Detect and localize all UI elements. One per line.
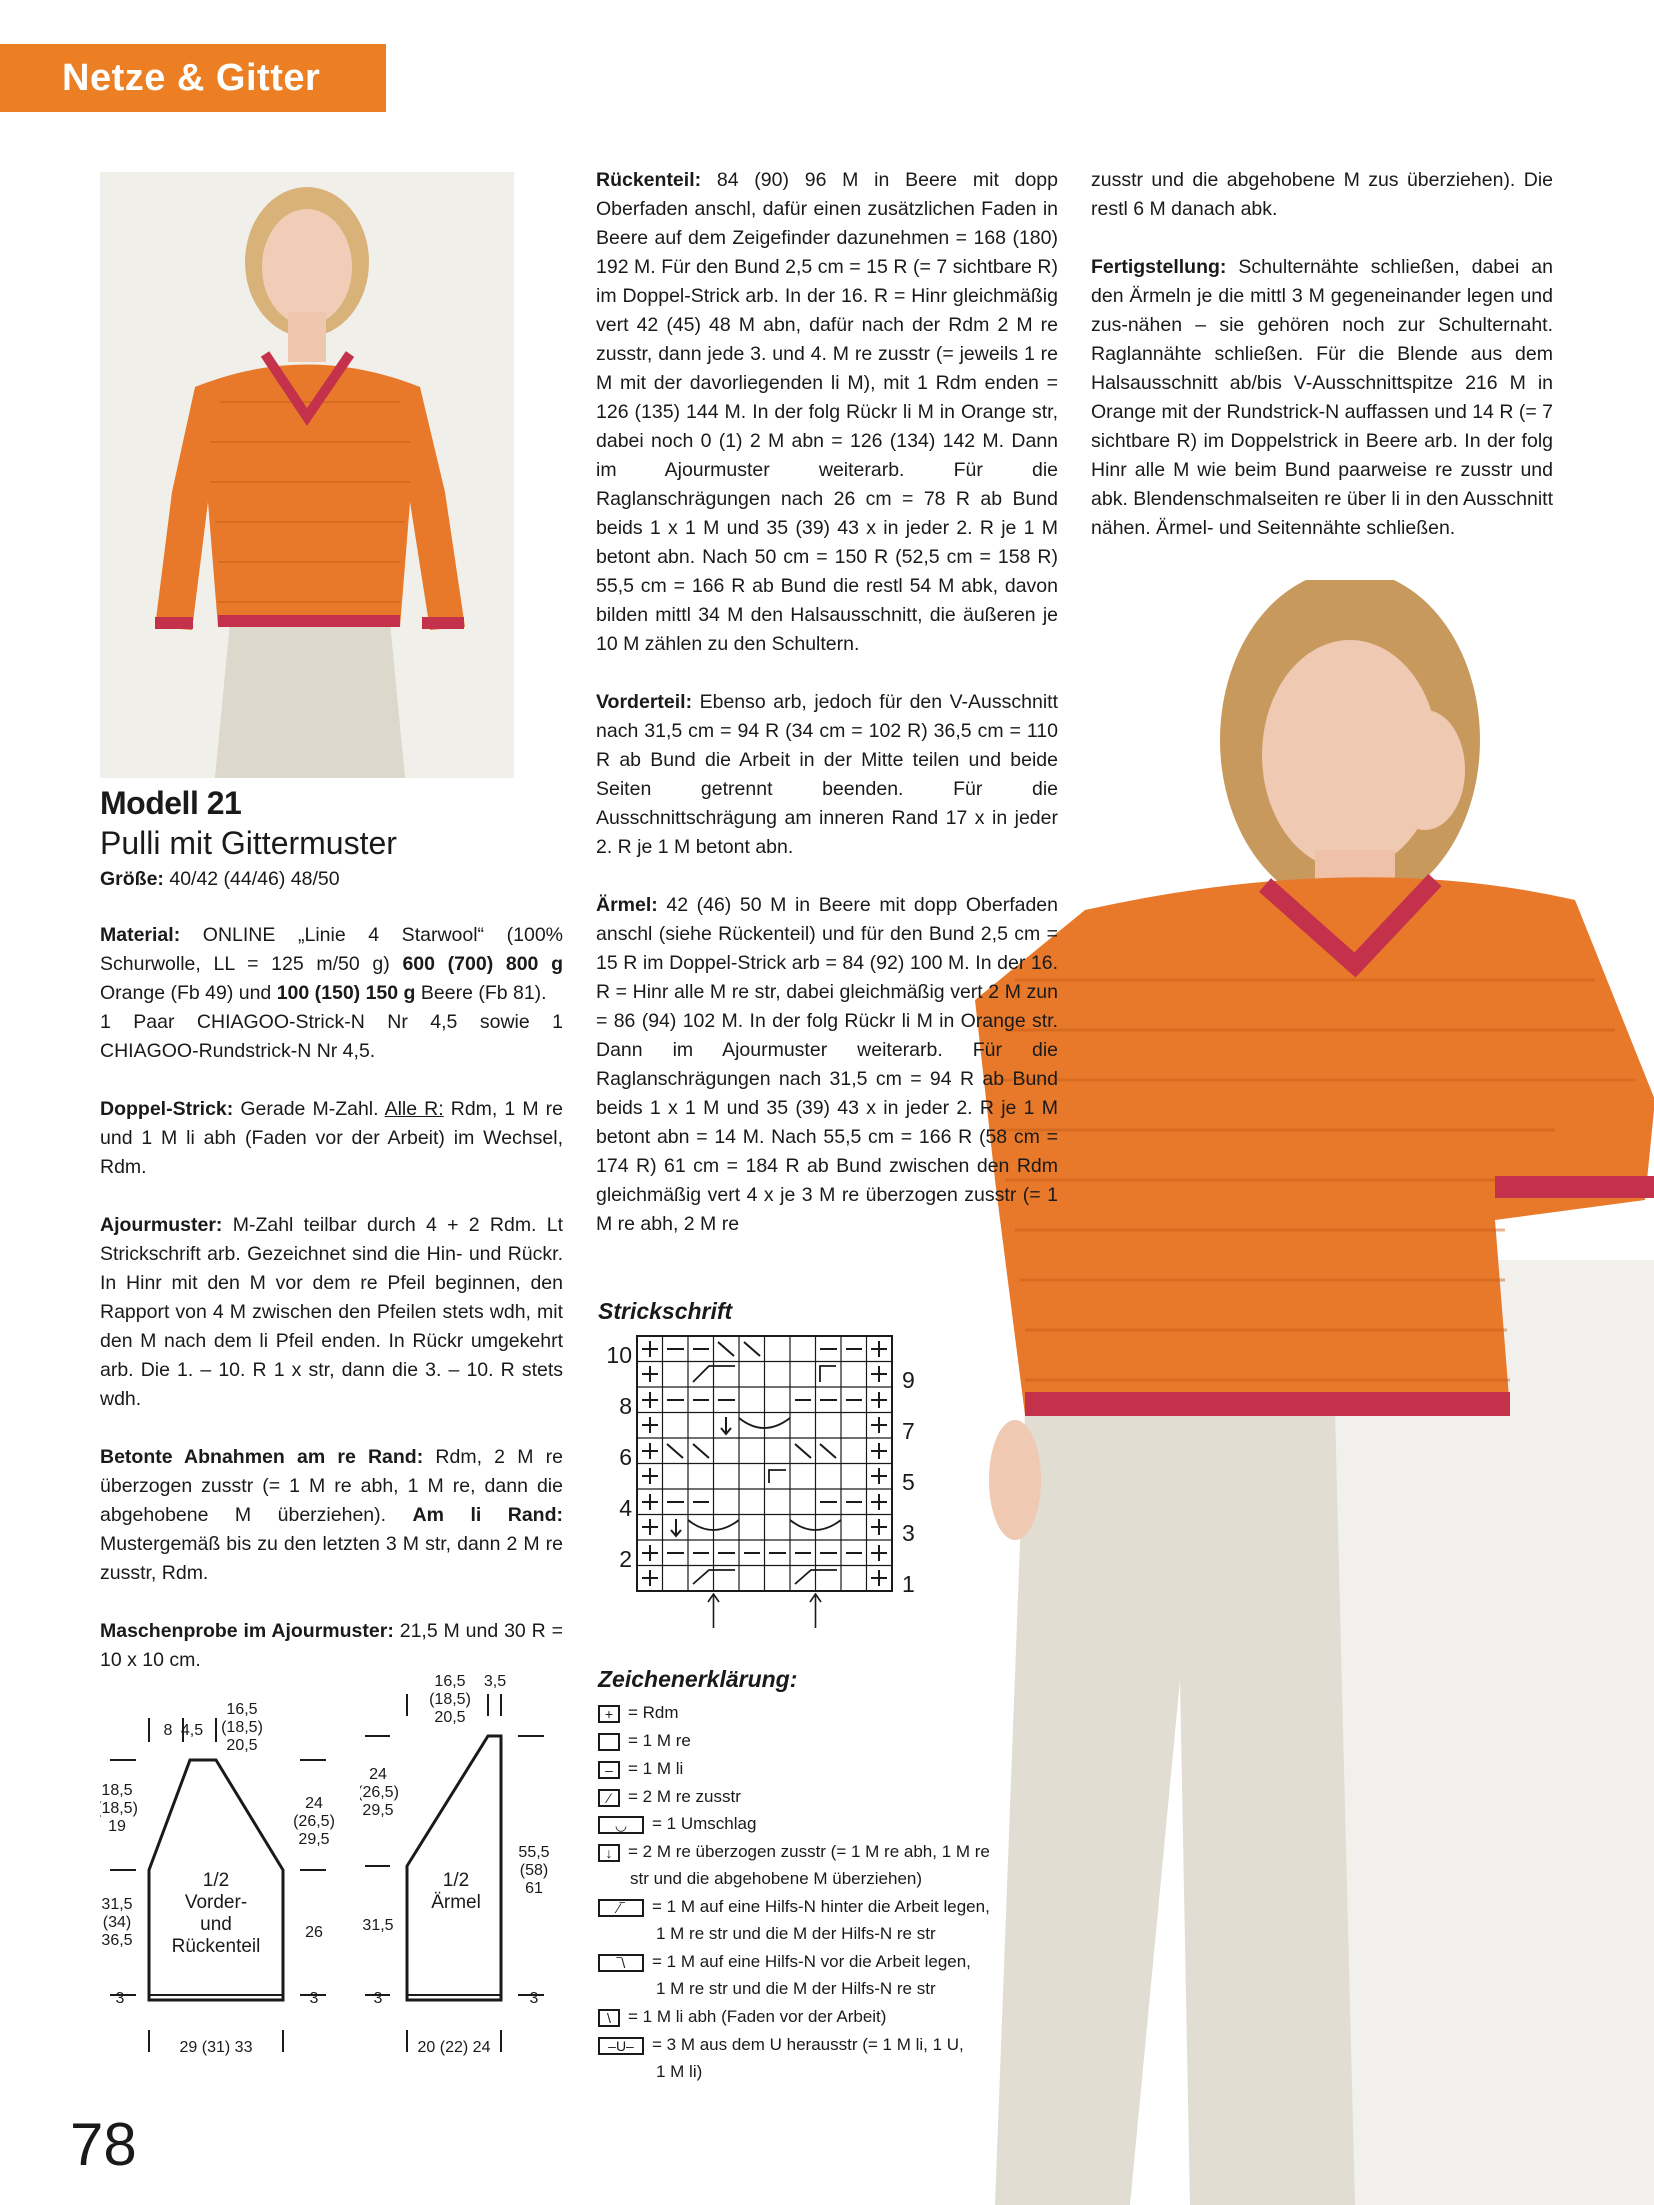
sleeve-label1: 1/2 bbox=[442, 1870, 470, 1891]
three-from-yo-icon: –U– bbox=[598, 2037, 644, 2055]
model-subtitle: Pulli mit Gittermuster bbox=[100, 825, 397, 861]
row-label-7: 7 bbox=[902, 1418, 915, 1444]
body-left1a: 18,5 bbox=[101, 1782, 133, 1799]
material-text: ONLINE „Linie 4 Starwool“ (100% Schurwolle, LL = 125 m/50 g) bbox=[100, 924, 563, 975]
body-rib-right: 3 bbox=[309, 1990, 319, 2007]
aermel-label: Ärmel: bbox=[596, 894, 658, 916]
row-label-6: 6 bbox=[619, 1444, 632, 1470]
body-right1a: 24 bbox=[305, 1795, 323, 1812]
cont-text: zusstr und die abgehobene M zus überziehen). Die restl 6 M danach abk. bbox=[1091, 169, 1553, 220]
doppel-text2: Rdm, 1 M re und 1 M li abh (Faden vor der Arbeit) im Wechsel, Rdm. bbox=[100, 1098, 563, 1178]
schematic-sleeve bbox=[360, 1666, 570, 2060]
doppel-paragraph bbox=[100, 1095, 563, 1182]
body-right1b: (26,5) bbox=[293, 1813, 335, 1830]
body-right2: 26 bbox=[305, 1924, 323, 1941]
sleeve-rib-right: 3 bbox=[529, 1990, 539, 2007]
fertig-paragraph bbox=[1091, 253, 1553, 543]
fertig-label: Fertigstellung: bbox=[1091, 256, 1227, 278]
sleeve-left1c: 29,5 bbox=[362, 1802, 394, 1819]
material-amount-orange: 600 (700) 800 g bbox=[402, 953, 563, 975]
body-left2a: 31,5 bbox=[101, 1896, 133, 1913]
material-paragraph bbox=[100, 921, 563, 1066]
knitting-chart bbox=[596, 1330, 936, 1630]
legend-row-rdm: + = Rdm bbox=[598, 1703, 679, 1723]
size-line bbox=[100, 868, 340, 891]
legend-row-skp: ↓ = 2 M re überzogen zusstr (= 1 M re abh, 1 M re bbox=[598, 1842, 990, 1862]
row-label-4: 4 bbox=[619, 1495, 632, 1521]
model-photo-small bbox=[100, 172, 514, 778]
material-text4: 1 Paar CHIAGOO-Strick-N Nr 4,5 sowie 1 CHIAGOO-Rundstrick-N Nr 4,5. bbox=[100, 1011, 563, 1062]
row-label-1: 1 bbox=[902, 1571, 915, 1597]
probe-label: Maschenprobe im Ajourmuster: bbox=[100, 1620, 394, 1642]
material-label: Material: bbox=[100, 924, 181, 946]
sleeve-left1a: 24 bbox=[369, 1766, 387, 1783]
chart-right-row-numbers bbox=[902, 1355, 932, 1610]
doppel-underline: Alle R: bbox=[384, 1098, 444, 1120]
edge-stitch-icon: + bbox=[598, 1705, 620, 1723]
vorder-label: Vorderteil: bbox=[596, 691, 693, 713]
chart-grid bbox=[596, 1330, 936, 1630]
body-label4: Rückenteil bbox=[171, 1936, 261, 1957]
body-top-c2: (18,5) bbox=[221, 1719, 263, 1736]
rueck-text: 84 (90) 96 M in Beere mit dopp Oberfaden anschl, dafür einen zusätzlichen Faden in Beere auf dem Zeigefinder dazunehmen = 168 (180) 192 M. Für den Bund 2,5 cm = 15 R (= 7 sichtbare R) im Doppel-Strick arb. In der 16. R = Hinr gleichmäßig vert 42 (45) 48 M abn, dafür nach der Rdm 2 M re zusstr, dann jede 3. und 4. M re zusstr (= jeweils 1 re M mit der davorliegenden li M), mit 1 Rdm enden = 126 (135) 144 M. In der folg Rückr li M in Orange str, dabei noch 0 (1) 2 M abn = 126 (134) 142 M. Dann im Ajourmuster weiterarb. Für die Raglanschrägungen nach 26 cm = 78 R ab Bund beids 1 x 1 M und 35 (39) 43 x in jeder 2. R je 1 M betont abn. Nach 50 cm = 150 R (52,5 cm = 158 R) 55,5 cm = 166 R ab Bund die restl 54 M abk, davon bilden mittl 34 M den Halsausschnitt, die äußeren je 10 M zählen zu den Schultern. bbox=[596, 169, 1058, 655]
sleeve-top1a: 16,5 bbox=[434, 1673, 466, 1690]
ajour-label: Ajourmuster: bbox=[100, 1214, 223, 1236]
sleeve-right1b: (58) bbox=[519, 1862, 549, 1879]
body-top-a: 8 bbox=[163, 1722, 173, 1739]
sleeve-left2: 31,5 bbox=[362, 1917, 394, 1934]
sleeve-left1b: (26,5) bbox=[360, 1784, 399, 1801]
legend-row-3from-u: –U– = 3 M aus dem U herausstr (= 1 M li, 1 U, bbox=[598, 2035, 964, 2055]
row-label-3: 3 bbox=[902, 1520, 915, 1546]
k2tog-icon: ⁄ bbox=[598, 1789, 620, 1807]
sleeve-right1a: 55,5 bbox=[518, 1844, 550, 1861]
row-label-2: 2 bbox=[619, 1546, 632, 1572]
legend-row-3from-u-cont: 1 M li) bbox=[656, 2062, 703, 2081]
doppel-label: Doppel-Strick: bbox=[100, 1098, 234, 1120]
betont-paragraph bbox=[100, 1443, 563, 1588]
ajour-paragraph bbox=[100, 1211, 563, 1414]
sleeve-top1b: (18,5) bbox=[429, 1691, 471, 1708]
size-label: Größe: bbox=[100, 868, 164, 890]
sleeve-top2: 3,5 bbox=[483, 1673, 507, 1690]
legend-row-skp-cont: str und die abgehobene M überziehen) bbox=[630, 1869, 923, 1888]
legend-title: Zeichenerklärung: bbox=[598, 1666, 798, 1692]
legend-row-cable-back-cont: 1 M re str und die M der Hilfs-N re str bbox=[656, 1924, 936, 1943]
right-column-text bbox=[1091, 166, 1553, 572]
body-left2b: (34) bbox=[102, 1914, 132, 1931]
legend-row-slip: \ = 1 M li abh (Faden vor der Arbeit) bbox=[598, 2007, 886, 2027]
legend-row-k2tog: ⁄ = 2 M re zusstr bbox=[598, 1787, 741, 1807]
body-top-c1: 16,5 bbox=[226, 1701, 258, 1718]
legend-row-knit: = 1 M re bbox=[598, 1731, 691, 1751]
betont-label: Betonte Abnahmen am re Rand: bbox=[100, 1446, 424, 1468]
body-label3: und bbox=[200, 1914, 232, 1935]
betont-text1: Rdm, 2 M re überzogen zusstr (= 1 M re abh, 1 M re, dann die abgehobene M überziehen). bbox=[100, 1446, 563, 1526]
chart-left-row-numbers bbox=[596, 1330, 632, 1585]
aermel-text: 42 (46) 50 M in Beere mit dopp Oberfaden anschl (siehe Rückenteil) und für den Bund 2,5 cm = 15 R im Doppel-Strick arb = 84 (92) 100 M. In der 16. R = Hinr alle M re str, dabei gleichmäßig vert 2 M zun = 86 (94) 102 M. In der folg Rückr li M in Orange str. Dann im Ajourmuster weiterarb. Für die Raglanschrägungen nach 31,5 cm = 94 R ab Bund beids 1 x 1 M und 35 (39) 43 x in jeder 2. R je 1 M betont abn = 14 M. Nach 55,5 cm = 166 R (58 cm = 174 R) 61 cm = 184 R ab Bund zwischen den Rdm gleichmäßig vert 4 x je 3 M re überzogen zusstr (= 1 M re abh, 2 M re bbox=[596, 894, 1058, 1235]
row-label-5: 5 bbox=[902, 1469, 915, 1495]
body-left1c: 19 bbox=[108, 1818, 126, 1835]
body-left1b: (18,5) bbox=[100, 1800, 138, 1817]
body-bottom: 29 (31) 33 bbox=[179, 2039, 253, 2056]
body-rib-left: 3 bbox=[115, 1990, 125, 2007]
ajour-text: M-Zahl teilbar durch 4 + 2 Rdm. Lt Strickschrift arb. Gezeichnet sind die Hin- und Rückr. In Hinr mit den M vor dem re Pfeil beginnen, den Rapport von 4 M zwischen den Pfeilen stets wdh, mit den M nach dem li Pfeil enden. In Rückr umgekehrt arb. Die 1. – 10. R 1 x str, dann die 3. – 10. R stets wdh. bbox=[100, 1214, 563, 1410]
slip-knit-pass-icon: ↓ bbox=[598, 1844, 620, 1862]
cont-paragraph bbox=[1091, 166, 1553, 224]
material-text3: Beere (Fb 81). bbox=[420, 982, 547, 1004]
aermel-paragraph bbox=[596, 891, 1058, 1239]
material-amount-berry: 100 (150) 150 g bbox=[276, 982, 416, 1004]
body-top-b: 4,5 bbox=[180, 1722, 204, 1739]
body-right1c: 29,5 bbox=[298, 1831, 330, 1848]
vorder-text: Ebenso arb, jedoch für den V-Ausschnitt nach 31,5 cm = 94 R (34 cm = 102 R) 36,5 cm = 110 R ab Bund die Arbeit in der Mitte teilen und beide Seiten getrennt beenden. Für die Ausschnittschrägung am inneren Rand 17 x in jeder 2. R je 1 M betont abn. bbox=[596, 691, 1058, 858]
sleeve-bottom: 20 (22) 24 bbox=[417, 2039, 491, 2056]
vorder-paragraph bbox=[596, 688, 1058, 862]
model-photo-large bbox=[955, 580, 1654, 2205]
cable-back-icon: ⁄‾ bbox=[598, 1899, 644, 1917]
row-label-9: 9 bbox=[902, 1367, 915, 1393]
body-label2: Vorder- bbox=[184, 1892, 248, 1913]
legend-row-cable-back: ⁄‾ = 1 M auf eine Hilfs-N hinter die Arbeit legen, bbox=[598, 1897, 990, 1917]
yarn-over-icon: ◡ bbox=[598, 1816, 644, 1834]
legend-row-cable-front-cont: 1 M re str und die M der Hilfs-N re str bbox=[656, 1979, 936, 1998]
page-number: 78 bbox=[70, 2111, 137, 2178]
doppel-text1: Gerade M-Zahl. bbox=[240, 1098, 379, 1120]
rueck-label: Rückenteil: bbox=[596, 169, 702, 191]
knit-icon bbox=[598, 1733, 620, 1751]
probe-text: 21,5 M und 30 R = 10 x 10 cm. bbox=[100, 1620, 563, 1671]
cable-front-icon: ‾\ bbox=[598, 1954, 644, 1972]
rueck-paragraph bbox=[596, 166, 1058, 659]
row-label-8: 8 bbox=[619, 1393, 632, 1419]
chart-title: Strickschrift bbox=[598, 1298, 733, 1324]
row-label-10: 10 bbox=[606, 1342, 632, 1368]
slip-purlwise-icon: \ bbox=[598, 2009, 620, 2027]
left-column-text bbox=[100, 921, 563, 1704]
sleeve-label2: Ärmel bbox=[431, 1892, 481, 1913]
betont-text2: Mustergemäß bis zu den letzten 3 M str, dann 2 M re zusstr, Rdm. bbox=[100, 1533, 563, 1584]
sleeve-right1c: 61 bbox=[525, 1880, 543, 1897]
legend-row-yo: ◡ = 1 Umschlag bbox=[598, 1814, 756, 1834]
betont-label2: Am li Rand: bbox=[412, 1504, 564, 1526]
fertig-text: Schulternähte schließen, dabei an den Ärmeln je die mittl 3 M gegeneinander legen und zus-nähen – sie gehören noch zur Schulternaht. Raglannähte schließen. Für die Blende aus dem Halsausschnitt ab/bis V-Ausschnittspitze 216 M in Orange mit der Rundstrick-N auffassen und 14 R (= 7 sichtbare R) im Doppelstrick in Beere arb. In der folg Hinr alle M wie beim Bund paarweise re zusstr und abk. Blendenschmalseiten re über li in den Ausschnitt nähen. Ärmel- und Seitennähte schließen. bbox=[1091, 256, 1553, 539]
material-text2: Orange (Fb 49) und bbox=[100, 982, 272, 1004]
category-tab: Netze & Gitter bbox=[0, 44, 386, 112]
body-top-c3: 20,5 bbox=[226, 1737, 258, 1754]
legend-row-purl: – = 1 M li bbox=[598, 1759, 683, 1779]
body-left2c: 36,5 bbox=[101, 1932, 133, 1949]
model-title: Modell 21 bbox=[100, 785, 242, 821]
size-value: 40/42 (44/46) 48/50 bbox=[169, 868, 340, 890]
sleeve-rib-left: 3 bbox=[373, 1990, 383, 2007]
schematic-body bbox=[100, 1690, 390, 2060]
middle-column-text bbox=[596, 166, 1058, 1268]
body-label1: 1/2 bbox=[202, 1870, 230, 1891]
sleeve-top1c: 20,5 bbox=[434, 1709, 466, 1726]
purl-icon: – bbox=[598, 1761, 620, 1779]
legend-row-cable-front: ‾\ = 1 M auf eine Hilfs-N vor die Arbeit legen, bbox=[598, 1952, 971, 1972]
